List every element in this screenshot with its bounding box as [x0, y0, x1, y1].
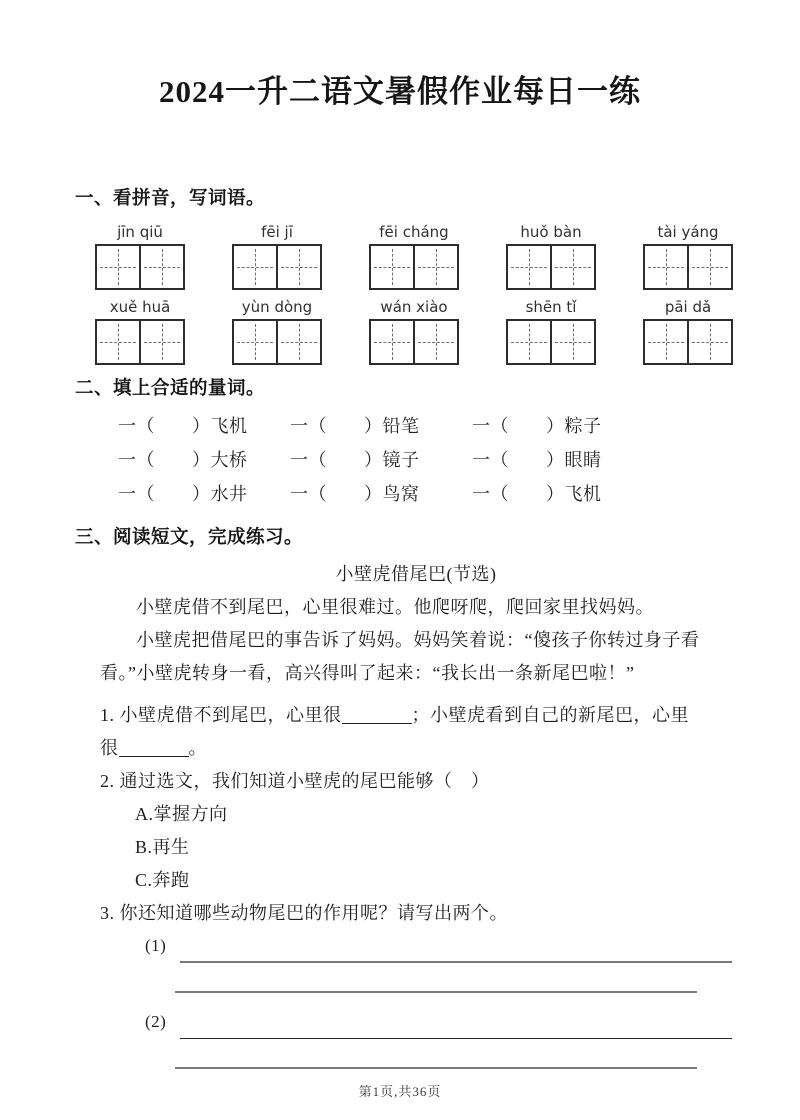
quantifier-item: 一（ ）眼睛: [472, 450, 602, 470]
pinyin-label: pāi dǎ: [664, 298, 712, 316]
quantifier-item: 一（ ）铅笔: [290, 416, 420, 436]
answer-line: [180, 1038, 732, 1039]
tianzige-cell: [508, 321, 550, 363]
tianzige-cell: [687, 321, 731, 363]
tianzige-cell: [687, 246, 731, 288]
answer-2-row: [145, 1006, 732, 1039]
question-1: [100, 699, 732, 765]
tianzige-cell: [413, 321, 457, 363]
pinyin-label: yùn dòng: [241, 298, 313, 316]
tianzige-cell: [97, 246, 139, 288]
question-1-line-1: [100, 699, 732, 732]
answer-line: [180, 961, 732, 963]
pinyin-row-2: [95, 297, 733, 365]
section-two-heading: 二、填上合适的量词。: [75, 379, 266, 399]
quantifier-item: 一（ ）飞机: [472, 484, 602, 504]
hanzi-writing-box: [643, 319, 733, 365]
hanzi-writing-box: [369, 319, 459, 365]
tianzige-cell: [371, 321, 413, 363]
hanzi-writing-box: [95, 244, 185, 290]
passage-title: 小壁虎借尾巴(节选): [335, 564, 497, 584]
tianzige-cell: [234, 321, 276, 363]
question-1-text: 1. 小壁虎借不到尾巴，心里很: [100, 705, 342, 725]
pinyin-label: jīn qiū: [117, 223, 163, 241]
tianzige-cell: [508, 246, 550, 288]
pinyin-label: huǒ bàn: [520, 223, 582, 241]
pinyin-label: fēi jī: [261, 223, 293, 241]
pinyin-word-group: [95, 222, 185, 290]
pinyin-word-group: [643, 222, 733, 290]
tianzige-cell: [645, 321, 687, 363]
pinyin-word-group: [643, 297, 733, 365]
pinyin-word-group: [369, 297, 459, 365]
answer-sub-label: (1): [145, 936, 167, 955]
hanzi-writing-box: [506, 244, 596, 290]
quantifier-grid: [118, 409, 800, 511]
option-c: C.奔跑: [135, 870, 190, 890]
pinyin-word-group: [95, 297, 185, 365]
tianzige-cell: [234, 246, 276, 288]
question-2: 2. 通过选文，我们知道小壁虎的尾巴能够（ ）: [100, 771, 490, 791]
quantifier-item: 一（ ）大桥: [118, 450, 248, 470]
tianzige-cell: [139, 246, 183, 288]
answer-line: [175, 1067, 697, 1069]
quantifier-item: 一（ ）鸟窝: [290, 484, 420, 504]
question-1-text: 。: [188, 738, 207, 758]
page-footer: 第1页,共36页: [358, 1084, 442, 1099]
hanzi-writing-box: [369, 244, 459, 290]
answer-blank: [119, 754, 189, 757]
tianzige-cell: [276, 321, 320, 363]
page-title: 2024一升二语文暑假作业每日一练: [159, 74, 641, 109]
hanzi-writing-box: [95, 319, 185, 365]
pinyin-word-group: [232, 222, 322, 290]
answer-1-row: [145, 930, 732, 963]
hanzi-writing-box: [232, 244, 322, 290]
tianzige-cell: [371, 246, 413, 288]
pinyin-label: fēi cháng: [379, 223, 449, 241]
section-three-heading: 三、阅读短文，完成练习。: [75, 528, 304, 548]
pinyin-label: wán xiào: [380, 298, 448, 316]
tianzige-cell: [413, 246, 457, 288]
tianzige-cell: [139, 321, 183, 363]
answer-sub-label: (2): [145, 1012, 167, 1031]
passage-line: 看。”小壁虎转身一看，高兴得叫了起来：“我长出一条新尾巴啦！”: [100, 663, 635, 683]
section-one-heading: 一、看拼音，写词语。: [75, 189, 266, 209]
pinyin-word-group: [506, 222, 596, 290]
hanzi-writing-box: [643, 244, 733, 290]
question-1-text: ；小壁虎看到自己的新尾巴，心里: [411, 705, 689, 725]
tianzige-cell: [550, 321, 594, 363]
quantifier-item: 一（ ）镜子: [290, 450, 420, 470]
option-a: A.掌握方向: [135, 804, 228, 824]
question-1-line-2: [100, 732, 732, 765]
answer-blank: [342, 721, 412, 724]
quantifier-item: 一（ ）粽子: [472, 416, 602, 436]
pinyin-word-group: [232, 297, 322, 365]
quantifier-item: 一（ ）飞机: [118, 416, 248, 436]
pinyin-label: xuě huā: [109, 298, 171, 316]
question-3: 3. 你还知道哪些动物尾巴的作用呢？请写出两个。: [100, 903, 508, 923]
pinyin-row-1: [95, 222, 733, 290]
option-b: B.再生: [135, 837, 190, 857]
reading-content: [100, 558, 732, 1069]
tianzige-cell: [276, 246, 320, 288]
answer-line: [175, 991, 697, 993]
tianzige-cell: [97, 321, 139, 363]
question-1-text: 很: [100, 738, 119, 758]
hanzi-writing-box: [506, 319, 596, 365]
pinyin-word-group: [369, 222, 459, 290]
pinyin-label: tài yáng: [657, 223, 719, 241]
passage-line: 小壁虎把借尾巴的事告诉了妈妈。妈妈笑着说：“傻孩子你转过身子看: [136, 630, 700, 650]
passage-line: 小壁虎借不到尾巴，心里很难过。他爬呀爬，爬回家里找妈妈。: [136, 597, 654, 617]
pinyin-word-group: [506, 297, 596, 365]
tianzige-cell: [645, 246, 687, 288]
hanzi-writing-box: [232, 319, 322, 365]
quantifier-item: 一（ ）水井: [118, 484, 248, 504]
pinyin-label: shēn tǐ: [525, 298, 577, 316]
tianzige-cell: [550, 246, 594, 288]
